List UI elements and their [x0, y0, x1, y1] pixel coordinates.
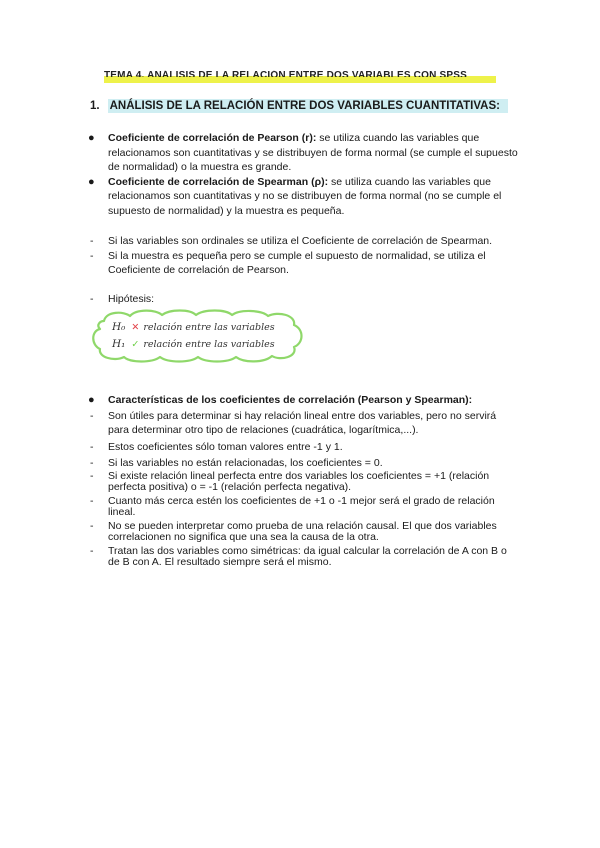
- rule-text: Si la muestra es pequeña pero se cumple el supuesto de normalidad, se utiliza el Coeficiente de correlación de Pearson.: [108, 249, 486, 276]
- hypothesis-cloud: [90, 307, 310, 365]
- rule-text: Si las variables son ordinales se utiliza el Coeficiente de correlación de Spearman.: [108, 235, 493, 247]
- characteristic-text: Si existe relación lineal perfecta entre dos variables los coeficientes = +1 (relación perfecta positiva) o = -1 (relación perfecta negativa).: [108, 469, 490, 493]
- characteristic-text: Tratan las dos variables como simétricas: da igual calcular la correlación de A con B o de B con A. El resultado siempre será el mismo.: [108, 544, 507, 568]
- list-item: [88, 440, 518, 455]
- h0-line: [112, 321, 275, 333]
- bullet-icon: ●: [88, 175, 95, 188]
- bullet-icon: ●: [88, 394, 95, 406]
- characteristic-text: Estos coeficientes sólo toman valores entre -1 y 1.: [108, 440, 343, 453]
- coefficient-symbol: (r): [301, 132, 313, 144]
- dash-icon: -: [90, 469, 94, 482]
- h1-symbol: H₁: [112, 338, 126, 350]
- dash-icon: -: [90, 409, 94, 422]
- coefficient-colon: :: [324, 175, 329, 188]
- list-item: [88, 249, 518, 278]
- coefficient-description: se utiliza cuando las variables que relacionamos son cuantitativas y se distribuyen de forma normal (se cumple el supuesto de normalidad) o la muestra es grande.: [108, 132, 518, 173]
- topic-title-text: TEMA 4. ANÁLISIS DE LA RELACIÓN ENTRE DOS VARIABLES CON SPSS: [104, 70, 467, 77]
- characteristic-text: Si las variables no están relacionadas, los coeficientes = 0.: [108, 457, 383, 469]
- dash-icon: -: [90, 249, 94, 262]
- h0-symbol: H₀: [112, 321, 126, 333]
- list-item: [88, 234, 518, 249]
- characteristics-heading: Características de los coeficientes de correlación (Pearson y Spearman):: [108, 394, 473, 406]
- characteristics-section: [88, 393, 518, 569]
- list-item: [88, 471, 518, 494]
- cloud-outline: [90, 307, 310, 365]
- section-heading: [90, 100, 508, 112]
- coefficient-name: Coeficiente de correlación de Spearman: [108, 175, 309, 188]
- coefficient-description: se utiliza cuando las variables que relacionamos son cuantitativas y no se distribuyen de forma normal (no se cumple el supuesto de normalidad) y la muestra es pequeña.: [108, 175, 502, 217]
- h1-line: [112, 338, 275, 350]
- topic-title: [104, 70, 496, 84]
- dash-icon: -: [90, 544, 94, 557]
- hypothesis-label-row: [88, 292, 518, 307]
- list-item: [88, 409, 518, 438]
- rules-list: [88, 234, 518, 278]
- list-item: [88, 496, 518, 519]
- check-icon: ✓: [131, 339, 140, 350]
- list-item: [88, 546, 518, 569]
- characteristic-text: Son útiles para determinar si hay relación lineal entre dos variables, pero no servirá para determinar otro tipo de relaciones (cuadrática, logarítmica,...).: [108, 409, 497, 436]
- coefficient-name: Coeficiente de correlación de Pearson: [108, 132, 299, 144]
- dash-icon: -: [90, 440, 94, 453]
- section-title: ANÁLISIS DE LA RELACIÓN ENTRE DOS VARIABLES CUANTITATIVAS:: [108, 99, 508, 113]
- title-highlight: [104, 76, 496, 83]
- bullet-icon: ●: [88, 132, 95, 144]
- coefficient-colon: :: [312, 132, 317, 144]
- dash-icon: -: [90, 235, 94, 247]
- dash-icon: -: [90, 519, 94, 532]
- cross-icon: ✕: [131, 322, 140, 333]
- coefficient-symbol: (ρ): [311, 175, 325, 188]
- dash-icon: -: [90, 293, 94, 305]
- characteristic-text: Cuanto más cerca estén los coeficientes de +1 o -1 mejor será el grado de relación lineal.: [108, 494, 495, 518]
- characteristics-heading-row: [88, 393, 518, 408]
- h0-text: relación entre las variables: [143, 322, 275, 333]
- list-item: [88, 521, 518, 544]
- h1-text: relación entre las variables: [143, 339, 275, 350]
- dash-icon: -: [90, 457, 94, 469]
- hypothesis-label: Hipótesis:: [108, 293, 155, 305]
- list-item: [88, 292, 518, 307]
- list-item: [88, 131, 518, 175]
- list-item: [88, 175, 518, 219]
- characteristic-text: No se pueden interpretar como prueba de una relación causal. El que dos variables correlacionen no significa que una sea la causa de la otra.: [108, 519, 497, 543]
- list-item: [88, 456, 518, 471]
- section-number: 1.: [90, 100, 100, 112]
- coefficient-list: [88, 131, 518, 218]
- dash-icon: -: [90, 494, 94, 507]
